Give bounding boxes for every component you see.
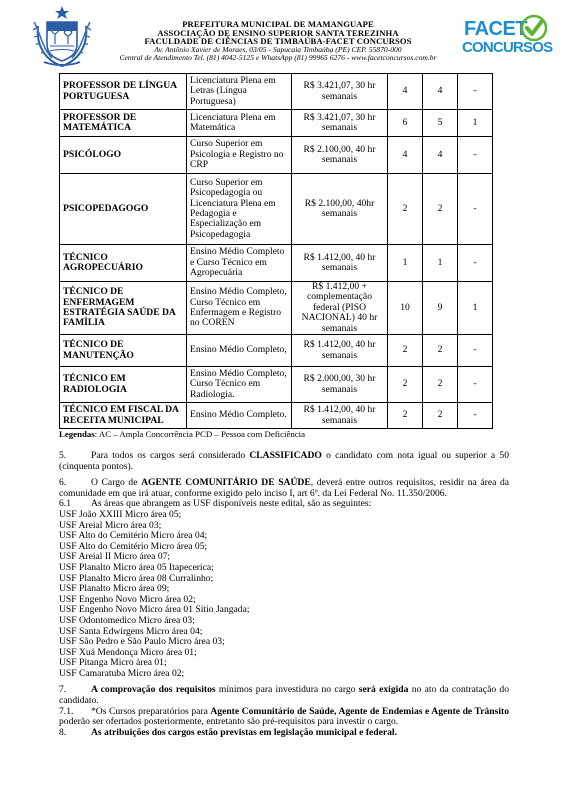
vagas-pcd-cell: - [458,74,493,110]
text-span: *Os Cursos preparatórios para [91,705,211,717]
list-item: USF Planalto Micro área 05 Itapecerica; [59,561,214,573]
list-item: USF Areial II Micro área 07; [59,551,171,563]
item-number: 8. [59,726,67,738]
legend-text: : AC – Ampla Concorrência PCD – Pessoa com Deficiência [94,429,306,439]
vagas-ac-cell: 2 [423,403,458,429]
text-bold: Agente Comunitário de Saúde, Agente de Endemias e Agente de Trânsito [210,705,509,717]
header-line-2: ASSOCIAÇÃO DE ENSINO SUPERIOR SANTA TEREZINHA [157,27,399,38]
text-bold: será exigida [358,684,409,696]
text-bold: CLASSIFICADO [249,450,322,461]
vagas-ac-cell: 2 [423,367,458,403]
table-legend [59,429,305,439]
table-row [60,110,493,137]
cargo-cell: TÉCNICO AGROPECUÁRIO [60,245,187,282]
vagas-pcd-cell: - [458,174,493,245]
salario-cell: R$ 1.412,00 + complementação federal (PISO NACIONAL) 40 hr semanais [292,282,388,335]
requisito-cell: Ensino Médio Completo, [187,335,292,367]
item-number: 7.1. [59,705,74,717]
table-row [60,74,493,110]
table-row [60,403,493,429]
salario-cell: R$ 2.100,00, 40 hr semanais [292,137,388,174]
list-item: USF Planalto Micro área 09; [59,583,170,595]
text-span: As áreas que abrangem as USF disponíveis neste edital, são as seguintes: [91,498,372,510]
vagas-pcd-cell: - [458,403,493,429]
vagas-total-cell: 10 [388,282,423,335]
municipal-crest-icon [30,4,94,68]
vagas-pcd-cell: - [458,137,493,174]
list-item: USF Odontomedico Micro área 03; [59,614,195,626]
item-number: 5. [59,450,67,461]
requisito-cell: Ensino Médio Completo, Curso Técnico em Radiologia. [187,367,292,403]
text-bold: As atribuições dos cargos estão previstas em legislação municipal e federal. [91,726,397,738]
cargo-cell: TÉCNICO DE ENFERMAGEM ESTRATÉGIA SAÚDE DA FAMÍLIA [60,282,187,335]
list-item: USF Planalto Micro área 08 Curralinho; [59,572,214,584]
list-item: USF Alto do Cemitério Micro área 04; [59,530,208,542]
cargo-cell: TÉCNICO EM RADIOLOGIA [60,367,187,403]
text-span: Para todos os cargos será considerado [91,450,250,461]
header-line-3: FACULDADE DE CIÊNCIAS DE TIMBAÚBA-FACET CONCURSOS [144,36,412,47]
salario-cell: R$ 2.100,00, 40hr semanais [292,174,388,245]
document-header [0,0,565,72]
vagas-total-cell: 4 [388,74,423,110]
paragraph-7 [59,685,509,706]
requisito-cell: Curso Superior em Psicologia e Registro no CRP [187,137,292,174]
facet-logo-bottom: CONCURSOS [462,39,553,56]
vagas-ac-cell: 4 [423,74,458,110]
list-item: USF Areial Micro área 03; [59,519,162,531]
vagas-total-cell: 2 [388,403,423,429]
list-item: USF Pitanga Micro área 01; [59,657,167,669]
list-item: USF João XXIII Micro área 05; [59,508,182,520]
facet-logo [462,14,553,60]
paragraph-5 [59,451,509,472]
text-span: O Cargo de [91,477,142,489]
table-row [60,137,493,174]
text-span: no ato da contratação do candidato. [59,684,509,707]
salario-cell: R$ 3.421,07, 30 hr semanais [292,110,388,137]
paragraph-6 [59,478,509,499]
vagas-total-cell: 2 [388,367,423,403]
paragraph-8 [59,728,509,739]
list-item: USF Alto do Cemitério Micro área 05; [59,540,208,552]
requisito-cell: Ensino Médio Completo. [187,403,292,429]
requisito-cell: Licenciatura Plena em Matemática [187,110,292,137]
list-item: USF São Pedro e São Paulo Micro área 03; [59,636,225,648]
cargos-table [59,73,493,429]
requisito-cell: Ensino Médio Completo, Curso Técnico em Enfermagem e Registro no COREN [187,282,292,335]
requisito-cell: Curso Superior em Psicopedagogia ou Licenciatura Plena em Pedagogia e Especialização em Psicopedagogia [187,174,292,245]
vagas-pcd-cell: 1 [458,282,493,335]
vagas-ac-cell: 4 [423,137,458,174]
salario-cell: R$ 1.412,00, 40 hr semanais [292,245,388,282]
vagas-total-cell: 4 [388,137,423,174]
list-item: USF Santa Edwirgens Micro área 04; [59,625,203,637]
vagas-pcd-cell: 1 [458,110,493,137]
text-span: mínimos para investidura no cargo [215,684,359,696]
table-row [60,282,493,335]
salario-cell: R$ 2.000,00, 30 hr semanais [292,367,388,403]
table-row [60,245,493,282]
check-icon [520,14,548,42]
text-bold: AGENTE COMUNITÁRIO DE SAÚDE [141,477,311,489]
header-contact: Central de Atendimento Tel. (81) 4042-5125 e WhatsApp (81) 99965 6276 - www.facetconcursos.com.br [119,53,437,63]
vagas-total-cell: 1 [388,245,423,282]
vagas-total-cell: 2 [388,174,423,245]
item-number: 6. [59,477,67,489]
list-item: USF Engenho Novo Micro área 01 Sítio Jangada; [59,604,250,616]
text-span: , deverá entre outros requisitos, residir na área da comunidade em que irá atuar, conforme exigido pelo inciso I, art 6º. da Lei Federal No. 11.350/2006. [59,477,510,499]
header-line-1: PREFEITURA MUNICIPAL DE MAMANGUAPE [182,19,374,29]
header-address: Av. Antônio Xavier de Moraes, 03/05 - Sapucaia Timbaúba (PE) CEP. 55870-000 [154,44,402,54]
vagas-ac-cell: 1 [423,245,458,282]
paragraph-7-1 [59,707,509,728]
legend-label: Legendas [59,429,95,439]
salario-cell: R$ 1.412,00, 40 hr semanais [292,335,388,367]
cargo-cell: TÉCNICO EM FISCAL DA RECEITA MUNICIPAL [60,403,187,429]
vagas-ac-cell: 9 [423,282,458,335]
table-row [60,367,493,403]
vagas-ac-cell: 5 [423,110,458,137]
header-text [108,20,448,63]
vagas-pcd-cell: - [458,245,493,282]
item-number: 7. [59,684,67,696]
salario-cell: R$ 1.412,00, 40 hr semanais [292,403,388,429]
cargo-cell: PROFESSOR DE MATEMÁTICA [60,110,187,137]
vagas-total-cell: 2 [388,335,423,367]
list-item: USF Xuá Mendonça Micro área 01; [59,646,197,658]
text-bold: A comprovação dos requisitos [91,684,216,696]
cargo-cell: PSICOPEDAGOGO [60,174,187,245]
text-span: poderão ser ofertados posteriormente, entretanto são pré-requisitos para investir o cargo. [59,716,399,728]
requisito-cell: Licenciatura Plena em Letras (Língua Portuguesa) [187,74,292,110]
table-row [60,174,493,245]
edital-body [59,451,509,738]
vagas-pcd-cell: - [458,335,493,367]
vagas-pcd-cell: - [458,367,493,403]
facet-logo-top: FACET [464,18,528,40]
requisito-cell: Ensino Médio Completo e Curso Técnico em Agropecuária [187,245,292,282]
list-item: USF Camaratuba Micro área 02; [59,667,185,679]
vagas-ac-cell: 2 [423,174,458,245]
text-span: o candidato com nota igual ou superior a 50 (cinquenta pontos). [59,450,510,472]
cargo-cell: PROFESSOR DE LÍNGUA PORTUGUESA [60,74,187,110]
vagas-total-cell: 6 [388,110,423,137]
table-row [60,335,493,367]
cargo-cell: TÉCNICO DE MANUTENÇÃO [60,335,187,367]
item-number: 6.1 [59,498,71,510]
vagas-ac-cell: 2 [423,335,458,367]
usf-list [59,510,509,680]
cargo-cell: PSICÓLOGO [60,137,187,174]
list-item: USF Engenho Novo Micro área 02; [59,593,196,605]
salario-cell: R$ 3.421,07, 30 hr semanais [292,74,388,110]
